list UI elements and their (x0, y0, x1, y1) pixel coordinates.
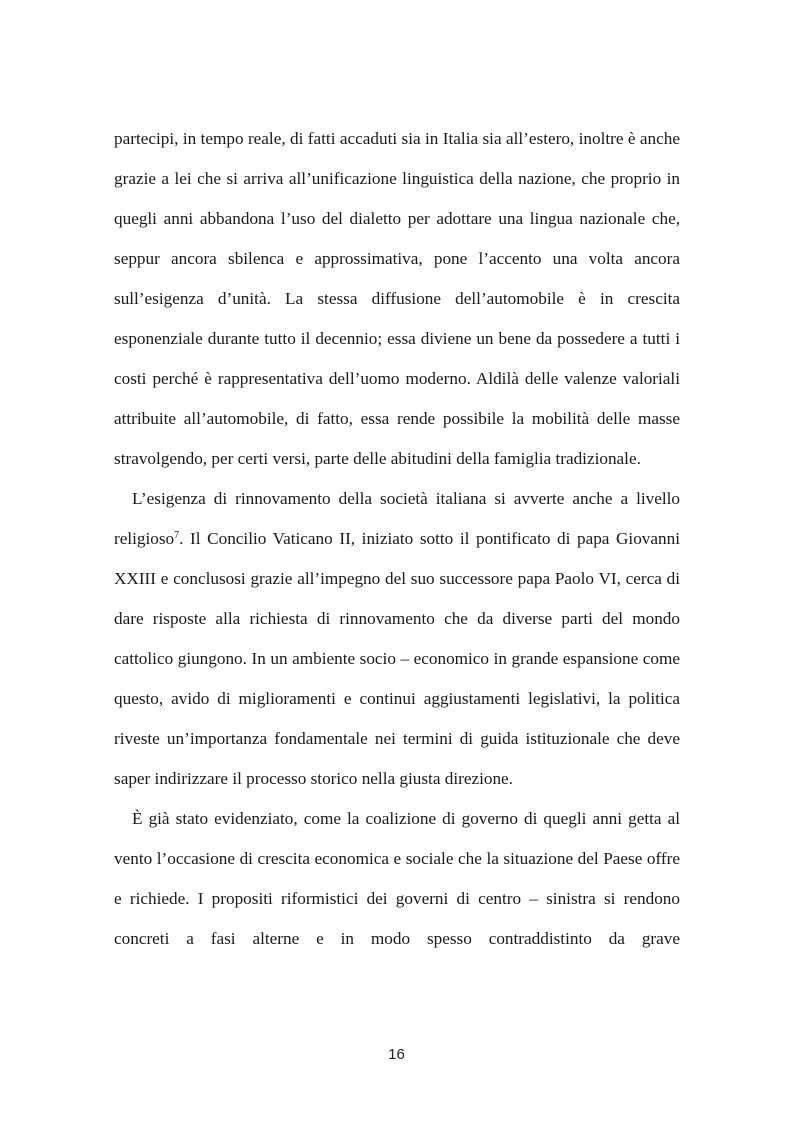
page-body (114, 119, 680, 959)
page-number: 16 (388, 1046, 405, 1063)
paragraph-3: È già stato evidenziato, come la coalizione di governo di quegli anni getta al vento l’occasione di crescita economica e sociale che la situazione del Paese offre e richiede. I propositi riformistici dei governi di centro – sinistra si rendono concreti a fasi alterne e in modo spesso contraddistinto da grave (114, 809, 680, 948)
footnote-reference[interactable]: 7 (174, 530, 180, 541)
paragraph-1: partecipi, in tempo reale, di fatti accaduti sia in Italia sia all’estero, inoltre è anche grazie a lei che si arriva all’unificazione linguistica della nazione, che proprio in quegli anni abbandona l’uso del dialetto per adottare una lingua nazionale che, seppur ancora sbilenca e approssimativa, pone l’accento una volta ancora sull’esigenza d’unità. La stessa diffusione dell’automobile è in crescita esponenziale durante tutto il decennio; essa diviene un bene da possedere a tutti i costi perché è rappresentativa dell’uomo moderno. Aldilà delle valenze valoriali attribuite all’automobile, di fatto, essa rende possibile la mobilità delle masse stravolgendo, per certi versi, parte delle abitudini della famiglia tradizionale. (114, 129, 680, 468)
paragraph-2 (114, 479, 680, 799)
paragraph-2-text-start: L’esigenza di rinnovamento della società italiana si avverte anche a livello religioso (114, 489, 680, 548)
paragraph-2-text-end: . Il Concilio Vaticano II, iniziato sotto il pontificato di papa Giovanni XXIII e conclusosi grazie all’impegno del suo successore papa Paolo VI, cerca di dare risposte alla richiesta di rinnovamento che da diverse parti del mondo cattolico giungono. In un ambiente socio – economico in grande espansione come questo, avido di miglioramenti e continui aggiustamenti legislativi, la politica riveste un’importanza fondamentale nei termini di guida istituzionale che deve saper indirizzare il processo storico nella giusta direzione. (114, 529, 680, 788)
